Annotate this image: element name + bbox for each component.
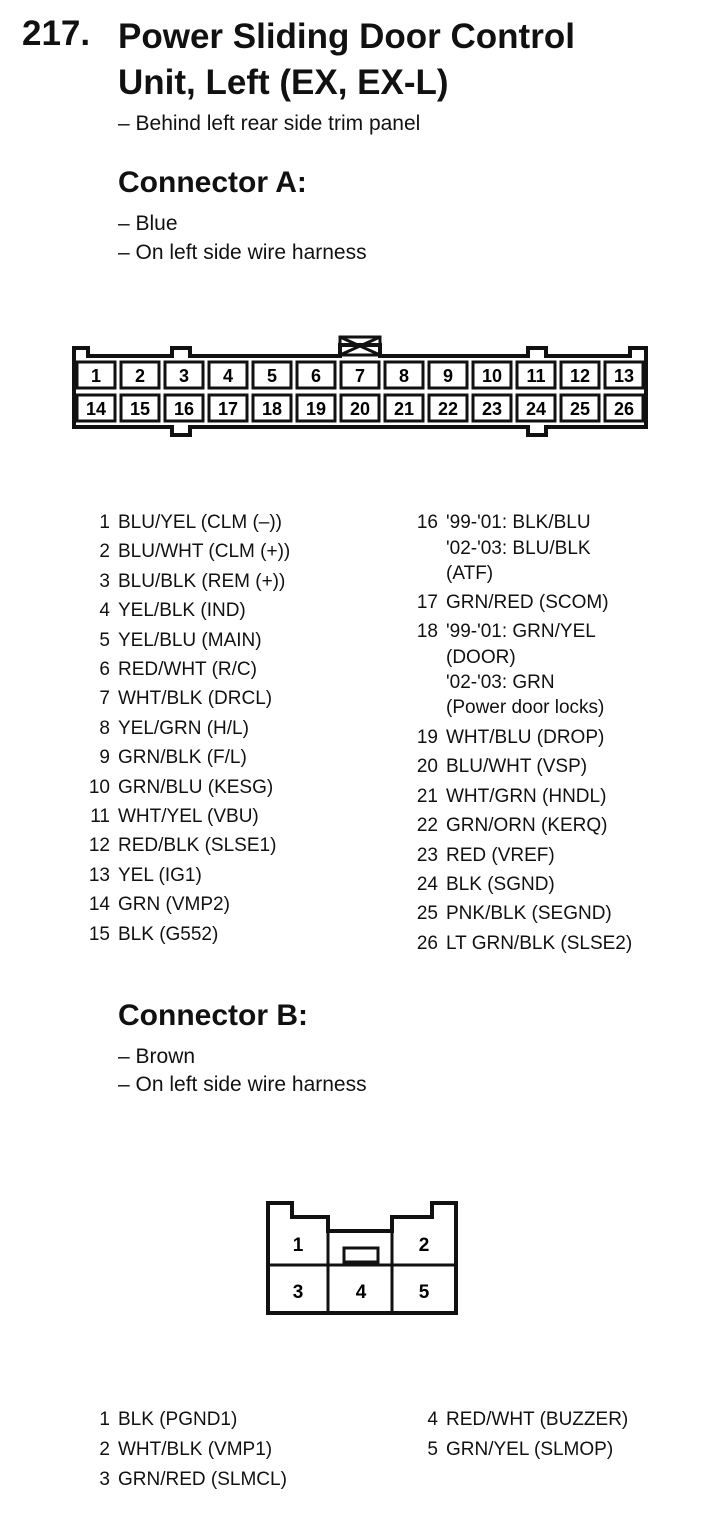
pin-wire-description: WHT/YEL (VBU) bbox=[118, 806, 259, 827]
pin-number: 11 bbox=[90, 806, 110, 827]
pin-list-item bbox=[84, 512, 282, 534]
connector-a-color: – Blue bbox=[118, 212, 178, 235]
pin-number: 26 bbox=[416, 932, 438, 954]
pin-number: 21 bbox=[416, 785, 438, 807]
pin-number: 8 bbox=[99, 717, 110, 739]
pin-number: 5 bbox=[99, 629, 110, 651]
connector-a-cell-label: 7 bbox=[354, 366, 366, 386]
pin-number: 5 bbox=[427, 1439, 438, 1460]
pin-wire-description: RED/WHT (BUZZER) bbox=[446, 1409, 629, 1430]
pin-list-item bbox=[84, 747, 247, 769]
connector-a-cell-label: 2 bbox=[134, 366, 146, 386]
connector-a-cell-label: 16 bbox=[173, 399, 195, 419]
pin-list-item bbox=[412, 933, 632, 955]
connector-a-diagram bbox=[0, 325, 704, 445]
pin-number: 25 bbox=[416, 903, 438, 925]
connector-a-location: – On left side wire harness bbox=[118, 241, 367, 264]
pin-list-item bbox=[84, 806, 259, 828]
connector-b-cell-5: 5 bbox=[418, 1282, 430, 1303]
pin-wire-description: LT GRN/BLK (SLSE2) bbox=[446, 932, 633, 954]
connector-b-cell-2: 2 bbox=[418, 1235, 430, 1256]
pin-number: 9 bbox=[99, 747, 110, 769]
pin-wire-description: GRN/BLK (F/L) bbox=[118, 747, 247, 769]
pin-wire-description: GRN/ORN (KERQ) bbox=[446, 815, 608, 837]
pin-number: 3 bbox=[99, 570, 110, 592]
pin-wire-description: BLU/WHT (VSP) bbox=[446, 756, 588, 778]
title-line-2: Unit, Left (EX, EX-L) bbox=[118, 63, 449, 102]
connector-a-cell-label: 9 bbox=[442, 366, 454, 386]
connector-a-cell-label: 23 bbox=[481, 399, 503, 419]
connector-a-cell-label: 19 bbox=[305, 399, 327, 419]
connector-a-cell-label: 11 bbox=[526, 366, 546, 386]
pin-list-item bbox=[84, 659, 257, 681]
connector-a-cell-label: 8 bbox=[398, 366, 410, 386]
pin-list-item bbox=[412, 874, 555, 896]
connector-b-color: – Brown bbox=[118, 1045, 196, 1068]
pin-list-item bbox=[84, 835, 276, 857]
pin-18-line-4: (Power door locks) bbox=[446, 697, 605, 718]
connector-a-cell-label: 13 bbox=[613, 366, 635, 386]
pin-number: 2 bbox=[99, 541, 110, 563]
pin-number: 19 bbox=[416, 727, 438, 748]
pin-number: 3 bbox=[99, 1469, 110, 1490]
title-line-1: Power Sliding Door Control bbox=[118, 17, 575, 56]
pin-wire-description: WHT/BLK (VMP1) bbox=[118, 1439, 273, 1460]
pin-list-item bbox=[412, 815, 608, 837]
pin-list-item bbox=[412, 845, 555, 867]
pin-wire-description: YEL/BLK (IND) bbox=[118, 600, 246, 622]
pin-wire-description: GRN/YEL (SLMOP) bbox=[446, 1439, 614, 1460]
connector-a-cell-label: 12 bbox=[569, 366, 591, 386]
connector-a-cell-label: 14 bbox=[85, 399, 107, 419]
pin-number: 15 bbox=[88, 923, 110, 945]
connector-a-cell-label: 17 bbox=[217, 399, 239, 419]
pin-wire-description: RED/BLK (SLSE1) bbox=[118, 835, 277, 857]
pin-number: 24 bbox=[416, 874, 438, 895]
pin-wire-description: GRN/RED (SLMCL) bbox=[118, 1469, 287, 1490]
connector-b-location: – On left side wire harness bbox=[118, 1073, 367, 1096]
pin-16-line-2: '02-'03: BLU/BLK bbox=[446, 538, 591, 559]
pin-number: 4 bbox=[99, 600, 110, 622]
pin-list-item bbox=[412, 727, 604, 749]
connector-a-cell-label: 6 bbox=[310, 366, 322, 386]
connector-a-cell-label: 26 bbox=[613, 399, 635, 419]
connector-a-cell-label: 25 bbox=[569, 399, 591, 419]
pin-number: 6 bbox=[99, 659, 110, 680]
pin-18-line-3: '02-'03: GRN bbox=[446, 672, 555, 693]
connector-a-cell-label: 22 bbox=[437, 399, 459, 419]
pin-wire-description: PNK/BLK (SEGND) bbox=[446, 903, 612, 925]
pin-list-item bbox=[84, 1409, 237, 1431]
connector-a-bottom-row bbox=[77, 395, 643, 421]
pin-number: 20 bbox=[416, 756, 438, 778]
pin-wire-description: BLU/YEL (CLM (–)) bbox=[118, 512, 282, 533]
connector-a-heading: Connector A: bbox=[118, 166, 307, 199]
pin-list-item bbox=[84, 630, 262, 652]
pin-list-item bbox=[412, 756, 587, 778]
connector-b-cell-4: 4 bbox=[355, 1282, 367, 1303]
pin-wire-description: GRN (VMP2) bbox=[118, 894, 230, 916]
pin-list-item bbox=[84, 1439, 272, 1461]
connector-b-cell-3: 3 bbox=[292, 1282, 304, 1303]
pin-wire-description: YEL/BLU (MAIN) bbox=[118, 629, 262, 651]
connector-a-cell-label: 10 bbox=[481, 366, 503, 386]
pin-number: 2 bbox=[99, 1439, 110, 1460]
pin-list-item bbox=[84, 894, 230, 916]
connector-a-cell-label: 15 bbox=[129, 399, 151, 419]
unit-location: – Behind left rear side trim panel bbox=[118, 112, 421, 135]
connector-a-cell-label: 24 bbox=[525, 399, 547, 419]
pin-number: 22 bbox=[416, 815, 438, 837]
pin-wire-description: RED/WHT (R/C) bbox=[118, 659, 257, 680]
pin-wire-description: WHT/BLU (DROP) bbox=[446, 727, 605, 748]
pin-list-item bbox=[84, 600, 246, 622]
pin-wire-description: BLK (SGND) bbox=[446, 874, 555, 895]
pin-wire-description: WHT/GRN (HNDL) bbox=[446, 785, 607, 807]
pin-list-item: 16 '99-'01: BLK/BLU bbox=[416, 512, 591, 533]
pin-list-item bbox=[84, 688, 272, 710]
pin-list-item: 17 GRN/RED (SCOM) bbox=[416, 592, 609, 613]
pin-16-line-3: (ATF) bbox=[446, 563, 494, 584]
pin-list-item bbox=[84, 865, 202, 887]
connector-b-cell-1: 1 bbox=[292, 1235, 304, 1256]
connector-a-cell-label: 20 bbox=[349, 399, 371, 419]
connector-b-heading: Connector B: bbox=[118, 999, 308, 1032]
pin-wire-description: BLK (G552) bbox=[118, 923, 219, 945]
pin-number: 14 bbox=[88, 894, 110, 916]
pin-wire-description: RED (VREF) bbox=[446, 844, 555, 866]
pin-list-item bbox=[412, 1439, 613, 1461]
pin-18-line-2: (DOOR) bbox=[446, 647, 516, 668]
pin-wire-description: BLU/BLK (REM (+)) bbox=[118, 570, 286, 592]
pin-number: 23 bbox=[416, 844, 438, 866]
pin-number: 12 bbox=[88, 835, 110, 857]
pin-list-item bbox=[84, 718, 249, 740]
connector-a-cell-label: 4 bbox=[222, 366, 234, 386]
pin-wire-description: WHT/BLK (DRCL) bbox=[118, 688, 273, 710]
pin-list-item: 18 '99-'01: GRN/YEL bbox=[416, 621, 596, 642]
pin-list-item bbox=[84, 541, 290, 563]
pin-wire-description: GRN/BLU (KESG) bbox=[118, 776, 274, 798]
pin-number: 10 bbox=[88, 776, 110, 798]
pin-list-item bbox=[84, 571, 285, 593]
connector-a-cell-label: 1 bbox=[90, 366, 102, 386]
pin-number: 7 bbox=[99, 688, 110, 710]
pin-number: 13 bbox=[88, 864, 110, 886]
connector-a-cell-label: 5 bbox=[266, 366, 278, 386]
pin-list-item bbox=[84, 777, 273, 799]
pin-list-item bbox=[412, 786, 606, 808]
connector-a-cell-label: 3 bbox=[178, 366, 190, 386]
connector-a-cell-label: 18 bbox=[261, 399, 283, 419]
page-title bbox=[118, 14, 575, 106]
pin-number: 1 bbox=[99, 1409, 110, 1430]
pin-wire-description: BLU/WHT (CLM (+)) bbox=[118, 541, 291, 563]
pin-list-item bbox=[412, 903, 612, 925]
connector-a-top-row bbox=[77, 362, 643, 388]
section-number: 217. bbox=[22, 14, 91, 53]
connector-a-cell-label: 21 bbox=[393, 399, 415, 419]
pin-wire-description: BLK (PGND1) bbox=[118, 1409, 238, 1430]
connector-b-diagram bbox=[0, 1195, 704, 1325]
pin-list-item bbox=[412, 1409, 628, 1431]
pin-number: 1 bbox=[99, 512, 110, 533]
pin-list-item bbox=[84, 1469, 287, 1491]
pin-number: 4 bbox=[427, 1409, 438, 1430]
pin-list-item bbox=[84, 924, 218, 946]
pin-wire-description: YEL (IG1) bbox=[118, 864, 202, 886]
pin-wire-description: YEL/GRN (H/L) bbox=[118, 717, 249, 739]
